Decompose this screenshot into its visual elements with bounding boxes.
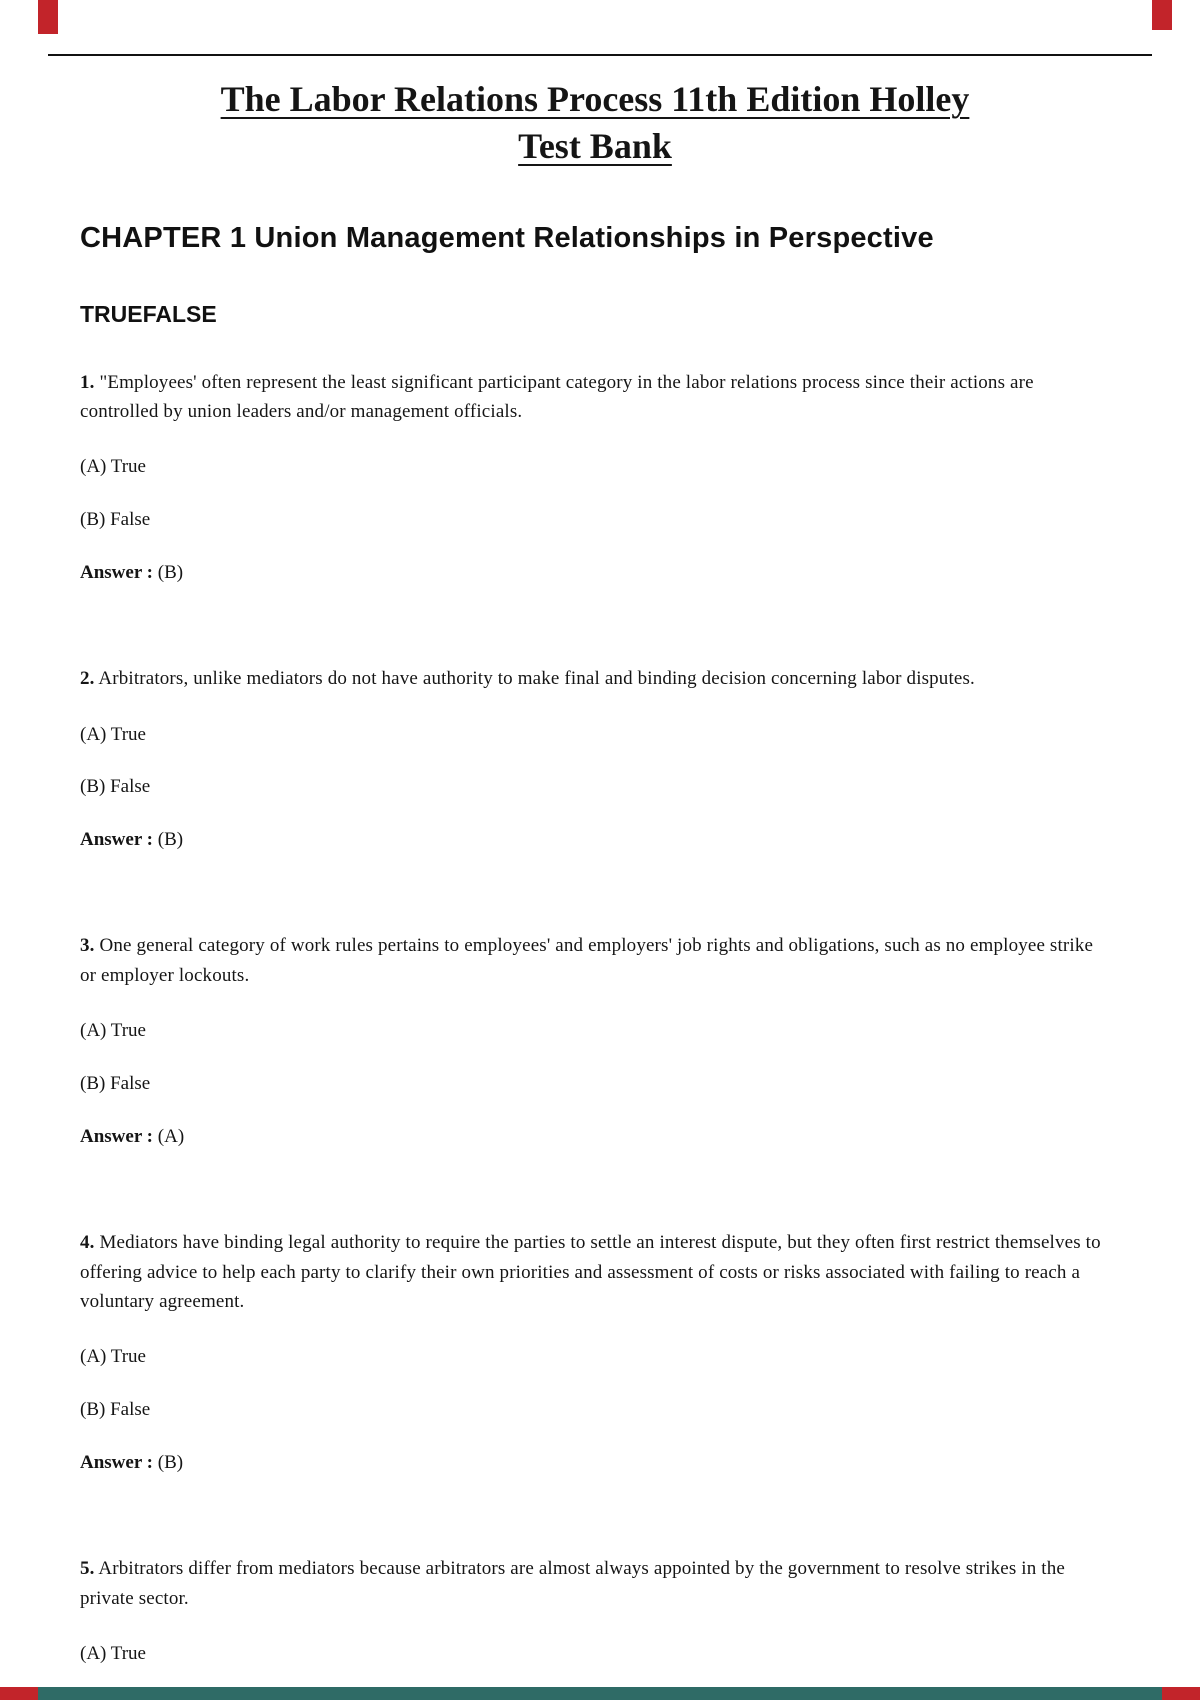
document-title-line-2: Test Bank <box>518 125 672 166</box>
question-1-body: "Employees' often represent the least significant participant category in the labor relations process since their actions are controlled by union leaders and/or management officials. <box>80 371 1034 423</box>
question-4-text <box>80 1228 1110 1316</box>
question-4-answer-value: (B) <box>157 1451 184 1473</box>
footer-red-corner-right <box>1162 1687 1200 1700</box>
question-1-answer-value: (B) <box>157 561 184 583</box>
footer-red-corner-left <box>0 1687 38 1700</box>
question-1-answer <box>80 560 1110 587</box>
answer-label: Answer : <box>80 1125 154 1147</box>
chapter-heading: CHAPTER 1 Union Management Relationships in Perspective <box>80 221 934 254</box>
document-title-line-1: The Labor Relations Process 11th Edition Holley <box>220 79 970 119</box>
question-1-text <box>80 368 1110 427</box>
question-2-number: 2. <box>80 668 95 690</box>
question-4-body: Mediators have binding legal authority to require the parties to settle an interest dispute, but they often first restrict themselves to offering advice to help each party to clarify their own priorities and assessment of costs or risks associated with failing to reach a voluntary agreement. <box>80 1232 1101 1312</box>
question-1 <box>80 368 1110 587</box>
question-4-option-b: (B) False <box>80 1399 151 1421</box>
question-3-answer-value: (A) <box>157 1125 185 1147</box>
section-heading: TRUEFALSE <box>80 300 217 327</box>
red-edge-mark-top-right <box>1152 0 1172 30</box>
question-4-option-a: (A) True <box>80 1346 146 1368</box>
question-2-answer <box>80 827 1110 854</box>
question-5-option-a: (A) True <box>80 1643 146 1665</box>
answer-label: Answer : <box>80 1451 154 1473</box>
question-2-option-b: (B) False <box>80 776 151 798</box>
question-4 <box>80 1228 1110 1476</box>
question-3-option-b: (B) False <box>80 1072 151 1094</box>
question-1-number: 1. <box>80 371 95 393</box>
document-title <box>80 76 1110 170</box>
answer-label: Answer : <box>80 561 154 583</box>
question-2-answer-value: (B) <box>157 828 184 850</box>
question-3-body: One general category of work rules pertains to employees' and employers' job rights and obligations, such as no employee strike or employer lockouts. <box>80 935 1094 986</box>
answer-label: Answer : <box>80 828 154 850</box>
question-5-body: Arbitrators differ from mediators because arbitrators are almost always appointed by the government to resolve strikes in the private sector. <box>80 1558 1065 1609</box>
question-2-text <box>80 664 1110 693</box>
question-5 <box>80 1554 1110 1667</box>
top-horizontal-rule <box>48 54 1152 56</box>
question-3-text <box>80 931 1110 990</box>
question-2-body: Arbitrators, unlike mediators do not have authority to make final and binding decision concerning labor disputes. <box>98 668 975 690</box>
red-edge-mark-top-left <box>38 0 58 34</box>
question-1-option-a: (A) True <box>80 456 146 478</box>
question-2 <box>80 664 1110 853</box>
question-5-number: 5. <box>80 1558 95 1580</box>
question-1-option-b: (B) False <box>80 509 151 531</box>
question-3-number: 3. <box>80 935 95 957</box>
question-4-number: 4. <box>80 1232 95 1254</box>
question-2-option-a: (A) True <box>80 723 146 745</box>
question-3-option-a: (A) True <box>80 1020 146 1042</box>
question-4-answer <box>80 1450 1110 1477</box>
question-3-answer <box>80 1124 1110 1151</box>
question-3 <box>80 931 1110 1150</box>
question-5-text <box>80 1554 1110 1613</box>
footer-edge-bar <box>0 1687 1200 1700</box>
